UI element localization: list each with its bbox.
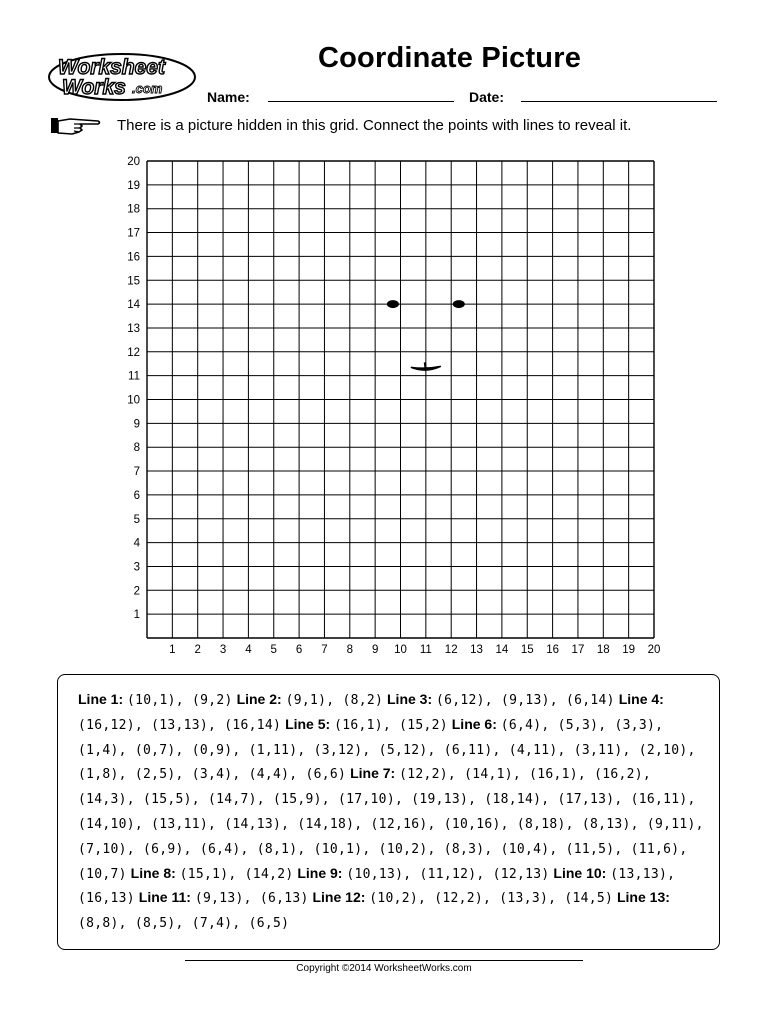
x-tick-label: 12	[444, 644, 458, 656]
line-label: Line 5:	[285, 715, 331, 732]
x-tick-label: 2	[194, 644, 201, 656]
y-tick-label: 6	[133, 489, 140, 502]
x-tick-label: 17	[571, 644, 585, 656]
y-tick-label: 13	[127, 322, 140, 335]
line-label: Line 10:	[553, 864, 607, 881]
y-tick-label: 8	[133, 442, 140, 455]
x-tick-label: 3	[219, 644, 227, 656]
x-tick-label: 6	[295, 644, 303, 656]
line-label: Line 2:	[236, 691, 282, 707]
x-tick-label: 20	[647, 644, 661, 656]
line-label: Line 6:	[451, 715, 497, 732]
y-tick-label: 11	[128, 370, 140, 383]
y-tick-label: 2	[133, 585, 140, 598]
logo-suffix: .com	[132, 81, 163, 96]
line-label: Line 3:	[387, 691, 433, 707]
y-tick-label: 19	[127, 179, 140, 192]
line-points: (13,13), (16,13)	[78, 866, 676, 907]
line-label: Line 12:	[312, 889, 366, 906]
x-tick-label: 10	[394, 644, 407, 656]
copyright-text: Copyright ©2014 WorksheetWorks.com	[296, 963, 472, 974]
footer-divider	[185, 960, 583, 961]
name-label: Name:	[207, 89, 250, 105]
line-points: (10,2), (12,2), (13,3), (14,5)	[369, 891, 614, 907]
line-label: Line 8:	[130, 864, 176, 881]
line-points: (9,13), (6,13)	[194, 891, 309, 907]
line-points: (9,1), (8,2)	[285, 693, 384, 708]
line-points: (15,1), (14,2)	[179, 866, 294, 882]
y-tick-label: 5	[133, 513, 140, 526]
y-tick-label: 4	[133, 537, 140, 550]
y-tick-label: 15	[127, 275, 140, 288]
line-label: Line 11:	[138, 889, 191, 906]
line-label: Line 9:	[297, 864, 343, 881]
x-tick-label: 1	[169, 644, 176, 656]
y-tick-label: 18	[127, 203, 140, 216]
line-points: (10,1), (9,2)	[127, 693, 233, 708]
x-tick-label: 7	[321, 644, 328, 656]
eye-dot	[387, 300, 399, 308]
line-points: (10,13), (11,12), (12,13)	[346, 866, 550, 882]
logo-word-2: Works	[62, 76, 126, 99]
line-points: (8,8), (8,5), (7,4), (6,5)	[78, 916, 290, 932]
x-tick-label: 15	[520, 644, 534, 656]
line-label: Line 1:	[78, 691, 124, 707]
x-tick-label: 11	[419, 644, 432, 656]
y-tick-label: 20	[127, 156, 140, 168]
x-tick-label: 5	[270, 644, 277, 656]
y-tick-label: 12	[127, 346, 140, 359]
x-tick-label: 9	[371, 644, 379, 656]
x-tick-label: 4	[245, 644, 252, 656]
eye-dot	[453, 300, 465, 308]
date-label: Date:	[469, 89, 505, 105]
page-title: Coordinate Picture	[318, 42, 582, 74]
y-tick-label: 17	[127, 227, 140, 240]
line-label: Line 4:	[618, 691, 664, 707]
line-label: Line 7:	[350, 765, 396, 782]
x-tick-label: 13	[470, 644, 483, 656]
line-label: Line 13:	[616, 889, 670, 906]
x-tick-label: 14	[495, 644, 509, 656]
line-points: (12,2), (14,1), (16,1), (16,2), (14,3), (15,5), (14,7), (15,9), (17,10), (19,13), (18,14), (17,13), (16,11), (14,10), (13,11), (14,13), (14,18), (12,16), (10,16), (8,18), (8,13), (9,11), (7,10), (6,9), (6,4), (8,1), (10,1), (10,2), (8,3), (10,4), (11,5), (11,6), (10,7)	[78, 767, 704, 882]
y-tick-label: 7	[133, 466, 140, 479]
x-tick-label: 8	[346, 644, 354, 656]
x-tick-label: 18	[596, 644, 610, 656]
y-tick-label: 10	[127, 394, 140, 407]
x-tick-label: 19	[622, 644, 636, 656]
line-points: (6,12), (9,13), (6,14)	[436, 693, 615, 708]
logo-word-1: Worksheet	[58, 56, 165, 79]
y-tick-label: 1	[133, 609, 140, 622]
line-points: (16,12), (13,13), (16,14)	[78, 717, 282, 733]
line-points: (16,1), (15,2)	[334, 717, 448, 733]
nose-mark	[425, 362, 426, 370]
y-tick-label: 9	[133, 418, 140, 431]
instructions-text: There is a picture hidden in this grid. Connect the points with lines to reveal it.	[117, 117, 632, 134]
y-tick-label: 16	[127, 251, 140, 264]
x-tick-label: 16	[546, 644, 559, 656]
y-tick-label: 14	[127, 299, 140, 312]
line-instructions	[78, 688, 708, 936]
line-points: (6,4), (5,3), (3,3), (1,4), (0,7), (0,9), (1,11), (3,12), (5,12), (6,11), (4,11), (3,11), (2,10), (1,8), (2,5), (3,4), (4,4), (6,6)	[78, 717, 696, 783]
y-tick-label: 3	[133, 561, 140, 574]
